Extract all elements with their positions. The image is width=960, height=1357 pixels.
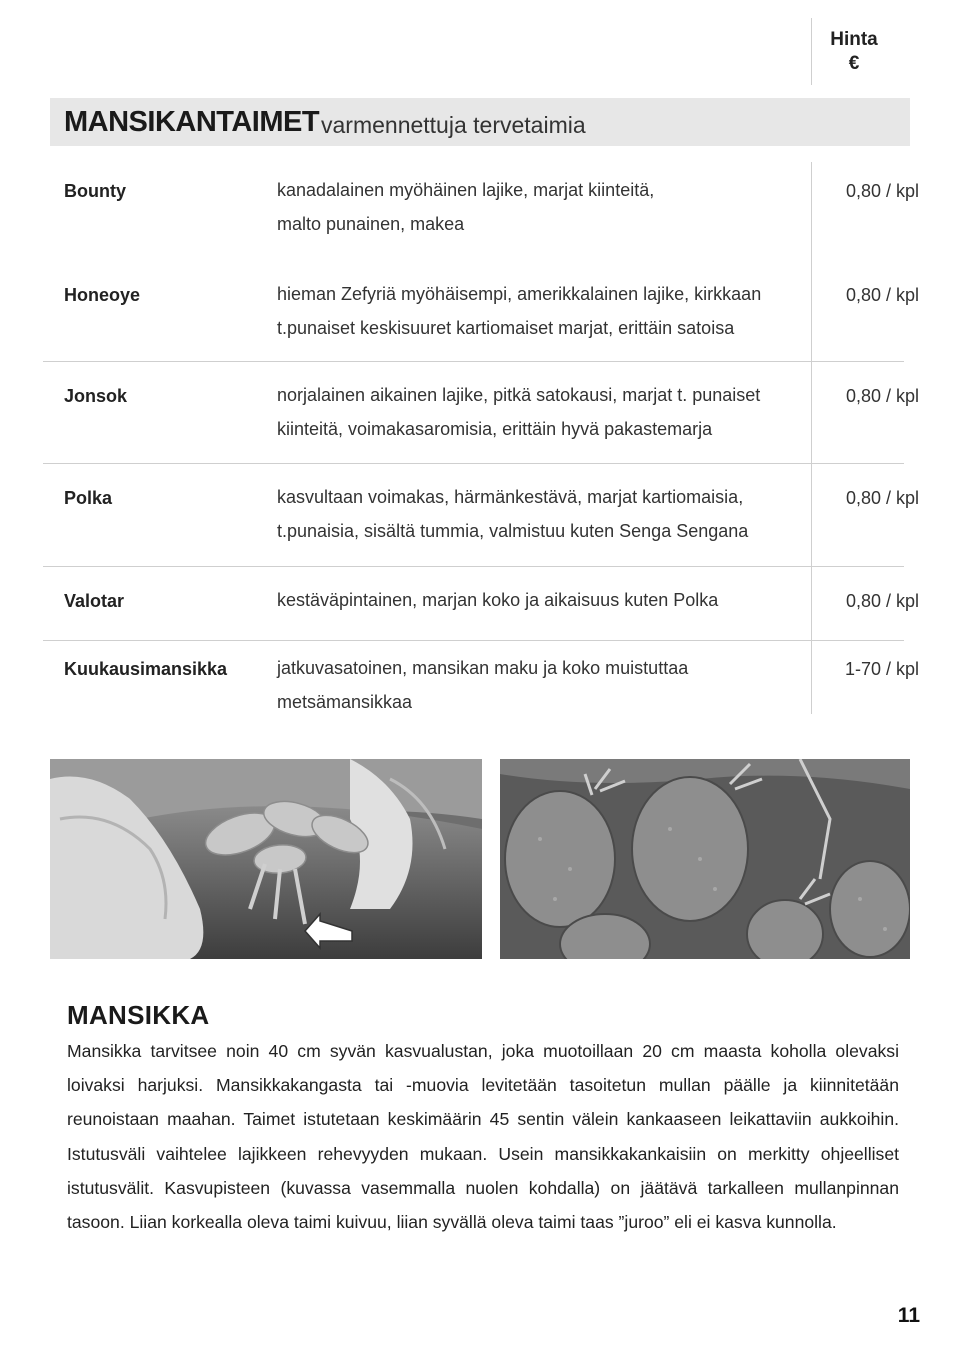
strawberries-photo [500,759,910,959]
variety-name: Valotar [64,591,125,611]
currency-label: € [848,53,860,74]
variety-price: 0,80 / kpl [845,285,919,305]
row-divider [43,463,904,464]
variety-price: 0,80 / kpl [845,386,919,406]
variety-name: Polka [64,488,113,508]
variety-name: Jonsok [64,386,128,406]
variety-name: Honeoye [64,285,141,305]
row-divider [43,361,904,362]
variety-price: 0,80 / kpl [845,488,919,508]
page-number: 11 [897,1304,920,1327]
planting-photo-illustration [50,759,482,959]
section-subtitle: varmennettuja tervetaimia [321,112,586,138]
variety-description: hieman Zefyriä myöhäisempi, amerikkalainen lajike, kirkkaan t.punaiset keskisuuret kartiomaiset marjat, erittäin satoisa [277,284,762,338]
mansikka-body-text: Mansikka tarvitsee noin 40 cm syvän kasvualustan, joka muotoillaan 20 cm maasta koholla olevaksi loivaksi harjuksi. Mansikkakangasta tai -muovia levitetään tasoitetun mullan päälle ja kiinnitetään reunoistaan maahan. Taimet istutetaan keskimäärin 45 sentin välein kankaaseen leikattaviin aukkoihin. Istutusväli vaihtelee lajikkeen rehevyyden mukaan. Usein mansikkakankaisiin on merkitty ohjeelliset istutusvälit. Kasvupisteen (kuvassa vasemmalla nuolen kohdalla) on jäätävä tarkalleen mullanpinnan tasoon. Liian korkealla oleva taimi kuivuu, liian syvällä oleva taimi taas ”juroo” eli ei kasva kunnolla. [67,1041,899,1233]
price-column-header [812,28,896,76]
row-divider [43,566,904,567]
section-title: MANSIKANTAIMET [64,106,320,138]
variety-description: jatkuvasatoinen, mansikan maku ja koko muistuttaa metsämansikkaa [277,658,689,712]
variety-description: kasvultaan voimakas, härmänkestävä, marjat kartiomaisia, t.punaisia, sisältä tummia, valmistuu kuten Senga Sengana [277,487,749,541]
row-divider [43,640,904,641]
variety-name: Kuukausimansikka [64,659,228,679]
price-label: Hinta [830,29,878,50]
variety-price: 1-70 / kpl [844,659,919,679]
variety-price: 0,80 / kpl [845,181,919,201]
variety-description: kanadalainen myöhäinen lajike, marjat kiinteitä, malto punainen, makea [277,180,655,234]
strawberries-photo-illustration [500,759,910,959]
planting-photo [50,759,482,959]
mansikka-title: MANSIKKA [67,1000,210,1030]
variety-description: norjalainen aikainen lajike, pitkä satokausi, marjat t. punaiset kiinteitä, voimakasaromisia, erittäin hyvä pakastemarja [277,385,761,439]
variety-name: Bounty [64,181,126,201]
variety-description: kestäväpintainen, marjan koko ja aikaisuus kuten Polka [277,590,719,610]
price-column-divider [811,162,812,714]
variety-price: 0,80 / kpl [845,591,919,611]
